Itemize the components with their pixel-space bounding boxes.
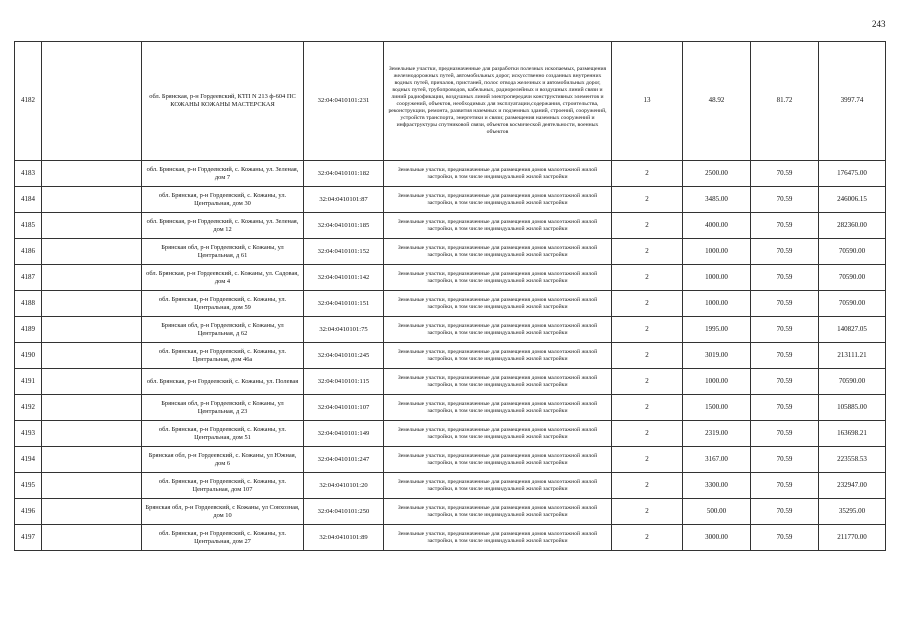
table-row [15, 291, 886, 317]
group-cell: 2 [612, 421, 683, 447]
page-number: 243 [872, 19, 886, 29]
cadastral-number-cell: 32:04:0410101:247 [304, 447, 384, 473]
row-number-cell: 4187 [15, 265, 42, 291]
group-cell: 2 [612, 187, 683, 213]
cadastral-number-cell: 32:04:0410101:149 [304, 421, 384, 447]
address-cell: Брянская обл, р-н Гордеевский, с. Кожаны, ул Южная, дом 6 [142, 447, 304, 473]
cadastral-number-cell: 32:04:0410101:182 [304, 161, 384, 187]
rate-cell: 81.72 [751, 42, 819, 161]
area-cell: 3485.00 [683, 187, 751, 213]
table-row [15, 343, 886, 369]
rate-cell: 70.59 [751, 161, 819, 187]
empty-cell [42, 187, 142, 213]
rate-cell: 70.59 [751, 499, 819, 525]
address-cell: обл. Брянская, р-н Гордеевский, с. Кожаны, ул. Центральная, дом 59 [142, 291, 304, 317]
group-cell: 2 [612, 499, 683, 525]
rate-cell: 70.59 [751, 317, 819, 343]
area-cell: 1995.00 [683, 317, 751, 343]
land-use-cell: Земельные участки, предназначенные для размещения домов малоэтажной жилой застройки, в том числе индивидуальной жилой застройки [384, 395, 612, 421]
land-use-cell: Земельные участки, предназначенные для размещения домов малоэтажной жилой застройки, в том числе индивидуальной жилой застройки [384, 239, 612, 265]
land-use-cell: Земельные участки, предназначенные для размещения домов малоэтажной жилой застройки, в том числе индивидуальной жилой застройки [384, 291, 612, 317]
rate-cell: 70.59 [751, 395, 819, 421]
group-cell: 2 [612, 161, 683, 187]
address-cell: обл. Брянская, р-н Гордеевский, с. Кожаны, ул. Зеленая, дом 7 [142, 161, 304, 187]
cadastral-number-cell: 32:04:0410101:20 [304, 473, 384, 499]
group-cell: 2 [612, 343, 683, 369]
rate-cell: 70.59 [751, 265, 819, 291]
rate-cell: 70.59 [751, 473, 819, 499]
area-cell: 1500.00 [683, 395, 751, 421]
cadastral-value-table [14, 41, 886, 551]
land-use-cell: Земельные участки, предназначенные для размещения домов малоэтажной жилой застройки, в том числе индивидуальной жилой застройки [384, 473, 612, 499]
table-row [15, 239, 886, 265]
group-cell: 2 [612, 395, 683, 421]
land-use-cell: Земельные участки, предназначенные для размещения домов малоэтажной жилой застройки, в том числе индивидуальной жилой застройки [384, 343, 612, 369]
land-use-cell: Земельные участки, предназначенные для размещения домов малоэтажной жилой застройки, в том числе индивидуальной жилой застройки [384, 499, 612, 525]
area-cell: 1000.00 [683, 291, 751, 317]
address-cell: обл. Брянская, р-н Гордеевский, с. Кожаны, ул. Садовая, дом 4 [142, 265, 304, 291]
table-row [15, 369, 886, 395]
land-use-cell: Земельные участки, предназначенные для размещения домов малоэтажной жилой застройки, в том числе индивидуальной жилой застройки [384, 421, 612, 447]
land-use-cell: Земельные участки, предназначенные для размещения домов малоэтажной жилой застройки, в том числе индивидуальной жилой застройки [384, 187, 612, 213]
group-cell: 2 [612, 473, 683, 499]
cadastral-value-cell: 163698.21 [819, 421, 886, 447]
address-cell: обл. Брянская, р-н Гордеевский, с. Кожаны, ул. Центральная, дом 30 [142, 187, 304, 213]
address-cell: обл. Брянская, р-н Гордеевский, КТП N 213 ф-604 ПС КОЖАНЫ КОЖАНЫ МАСТЕРСКАЯ [142, 42, 304, 161]
row-number-cell: 4191 [15, 369, 42, 395]
empty-cell [42, 213, 142, 239]
cadastral-value-cell: 246006.15 [819, 187, 886, 213]
address-cell: Брянская обл, р-н Гордеевский, с Кожаны, ул Центральная, д 62 [142, 317, 304, 343]
cadastral-number-cell: 32:04:0410101:115 [304, 369, 384, 395]
area-cell: 1000.00 [683, 239, 751, 265]
table-row [15, 473, 886, 499]
empty-cell [42, 317, 142, 343]
area-cell: 2500.00 [683, 161, 751, 187]
cadastral-number-cell: 32:04:0410101:151 [304, 291, 384, 317]
group-cell: 2 [612, 369, 683, 395]
address-cell: обл. Брянская, р-н Гордеевский, с. Кожаны, ул. Центральная, дом 107 [142, 473, 304, 499]
row-number-cell: 4195 [15, 473, 42, 499]
table-row [15, 499, 886, 525]
group-cell: 2 [612, 213, 683, 239]
row-number-cell: 4197 [15, 525, 42, 551]
area-cell: 3019.00 [683, 343, 751, 369]
row-number-cell: 4186 [15, 239, 42, 265]
empty-cell [42, 42, 142, 161]
empty-cell [42, 499, 142, 525]
group-cell: 2 [612, 265, 683, 291]
cadastral-number-cell: 32:04:0410101:250 [304, 499, 384, 525]
cadastral-value-cell: 70590.00 [819, 265, 886, 291]
empty-cell [42, 447, 142, 473]
cadastral-value-cell: 70590.00 [819, 239, 886, 265]
area-cell: 500.00 [683, 499, 751, 525]
rate-cell: 70.59 [751, 213, 819, 239]
area-cell: 2319.00 [683, 421, 751, 447]
row-number-cell: 4190 [15, 343, 42, 369]
land-use-cell: Земельные участки, предназначенные для размещения домов малоэтажной жилой застройки, в том числе индивидуальной жилой застройки [384, 525, 612, 551]
cadastral-value-cell: 223558.53 [819, 447, 886, 473]
empty-cell [42, 369, 142, 395]
rate-cell: 70.59 [751, 187, 819, 213]
cadastral-value-cell: 282360.00 [819, 213, 886, 239]
group-cell: 2 [612, 447, 683, 473]
row-number-cell: 4183 [15, 161, 42, 187]
cadastral-number-cell: 32:04:0410101:185 [304, 213, 384, 239]
land-use-cell: Земельные участки, предназначенные для размещения домов малоэтажной жилой застройки, в том числе индивидуальной жилой застройки [384, 265, 612, 291]
cadastral-value-cell: 70590.00 [819, 369, 886, 395]
address-cell: Брянская обл, р-н Гордеевский, с Кожаны, ул Центральная, д 23 [142, 395, 304, 421]
cadastral-number-cell: 32:04:0410101:75 [304, 317, 384, 343]
cadastral-value-cell: 140827.05 [819, 317, 886, 343]
rate-cell: 70.59 [751, 291, 819, 317]
row-number-cell: 4188 [15, 291, 42, 317]
table-row [15, 213, 886, 239]
row-number-cell: 4196 [15, 499, 42, 525]
table-row [15, 187, 886, 213]
group-cell: 2 [612, 291, 683, 317]
address-cell: обл. Брянская, р-н Гордеевский, с. Кожаны, ул. Центральная, дом 27 [142, 525, 304, 551]
address-cell: обл. Брянская, р-н Гордеевский, с. Кожаны, ул. Центральная, дом 46а [142, 343, 304, 369]
land-use-cell: Земельные участки, предназначенные для разработки полезных ископаемых, размещения железнодорожных путей, автомобильных дорог, искусственно созданных внутренних водных путей, причалов, пристаней, полос отвода железных и автомобильных дорог, водных путей, трубопроводов, кабельных, радиорелейных и воздушных линий связи и линий радиофикации, воздушных линий электропередачи конструктивных элементов и сооружений, объектов, необходимых для эксплуатации,содержания, строительства, реконструкции, ремонта, развития наземных и подземных зданий, строений, сооружений, устройств транспорта, энергетики и связи; размещения наземных сооружений и инфраструктуры спутниковой связи, объектов космической деятельности, военных объектов [384, 42, 612, 161]
rate-cell: 70.59 [751, 525, 819, 551]
row-number-cell: 4182 [15, 42, 42, 161]
cadastral-number-cell: 32:04:0410101:231 [304, 42, 384, 161]
cadastral-value-cell: 211770.00 [819, 525, 886, 551]
cadastral-value-cell: 176475.00 [819, 161, 886, 187]
land-use-cell: Земельные участки, предназначенные для размещения домов малоэтажной жилой застройки, в том числе индивидуальной жилой застройки [384, 161, 612, 187]
empty-cell [42, 239, 142, 265]
group-cell: 2 [612, 239, 683, 265]
address-cell: обл. Брянская, р-н Гордеевский, с. Кожаны, ул. Полевая [142, 369, 304, 395]
cadastral-number-cell: 32:04:0410101:89 [304, 525, 384, 551]
table-row [15, 395, 886, 421]
area-cell: 3000.00 [683, 525, 751, 551]
table-row [15, 525, 886, 551]
rate-cell: 70.59 [751, 369, 819, 395]
table-row [15, 265, 886, 291]
cadastral-value-cell: 213111.21 [819, 343, 886, 369]
address-cell: Брянская обл, р-н Гордеевский, с Кожаны, ул Совхозная, дом 10 [142, 499, 304, 525]
group-cell: 13 [612, 42, 683, 161]
rate-cell: 70.59 [751, 239, 819, 265]
row-number-cell: 4184 [15, 187, 42, 213]
table-row [15, 421, 886, 447]
row-number-cell: 4193 [15, 421, 42, 447]
empty-cell [42, 343, 142, 369]
rate-cell: 70.59 [751, 421, 819, 447]
area-cell: 3167.00 [683, 447, 751, 473]
empty-cell [42, 395, 142, 421]
land-use-cell: Земельные участки, предназначенные для размещения домов малоэтажной жилой застройки, в том числе индивидуальной жилой застройки [384, 369, 612, 395]
row-number-cell: 4192 [15, 395, 42, 421]
table-row [15, 161, 886, 187]
cadastral-value-cell: 70590.00 [819, 291, 886, 317]
cadastral-value-cell: 232947.00 [819, 473, 886, 499]
empty-cell [42, 525, 142, 551]
cadastral-number-cell: 32:04:0410101:142 [304, 265, 384, 291]
area-cell: 1000.00 [683, 265, 751, 291]
table-row [15, 42, 886, 161]
empty-cell [42, 291, 142, 317]
cadastral-number-cell: 32:04:0410101:152 [304, 239, 384, 265]
empty-cell [42, 161, 142, 187]
rate-cell: 70.59 [751, 343, 819, 369]
area-cell: 48.92 [683, 42, 751, 161]
row-number-cell: 4194 [15, 447, 42, 473]
table-row [15, 317, 886, 343]
cadastral-value-cell: 105885.00 [819, 395, 886, 421]
address-cell: Брянская обл, р-н Гордеевский, с Кожаны, ул Центральная, д 61 [142, 239, 304, 265]
address-cell: обл. Брянская, р-н Гордеевский, с. Кожаны, ул. Центральная, дом 51 [142, 421, 304, 447]
group-cell: 2 [612, 317, 683, 343]
land-use-cell: Земельные участки, предназначенные для размещения домов малоэтажной жилой застройки, в том числе индивидуальной жилой застройки [384, 213, 612, 239]
table-body [15, 42, 886, 551]
cadastral-number-cell: 32:04:0410101:245 [304, 343, 384, 369]
land-use-cell: Земельные участки, предназначенные для размещения домов малоэтажной жилой застройки, в том числе индивидуальной жилой застройки [384, 317, 612, 343]
cadastral-value-cell: 35295.00 [819, 499, 886, 525]
land-use-cell: Земельные участки, предназначенные для размещения домов малоэтажной жилой застройки, в том числе индивидуальной жилой застройки [384, 447, 612, 473]
empty-cell [42, 421, 142, 447]
cadastral-value-cell: 3997.74 [819, 42, 886, 161]
group-cell: 2 [612, 525, 683, 551]
row-number-cell: 4189 [15, 317, 42, 343]
empty-cell [42, 265, 142, 291]
table-row [15, 447, 886, 473]
area-cell: 4000.00 [683, 213, 751, 239]
cadastral-number-cell: 32:04:0410101:107 [304, 395, 384, 421]
area-cell: 3300.00 [683, 473, 751, 499]
area-cell: 1000.00 [683, 369, 751, 395]
row-number-cell: 4185 [15, 213, 42, 239]
cadastral-number-cell: 32:04:0410101:87 [304, 187, 384, 213]
empty-cell [42, 473, 142, 499]
address-cell: обл. Брянская, р-н Гордеевский, с. Кожаны, ул. Зеленая, дом 12 [142, 213, 304, 239]
rate-cell: 70.59 [751, 447, 819, 473]
